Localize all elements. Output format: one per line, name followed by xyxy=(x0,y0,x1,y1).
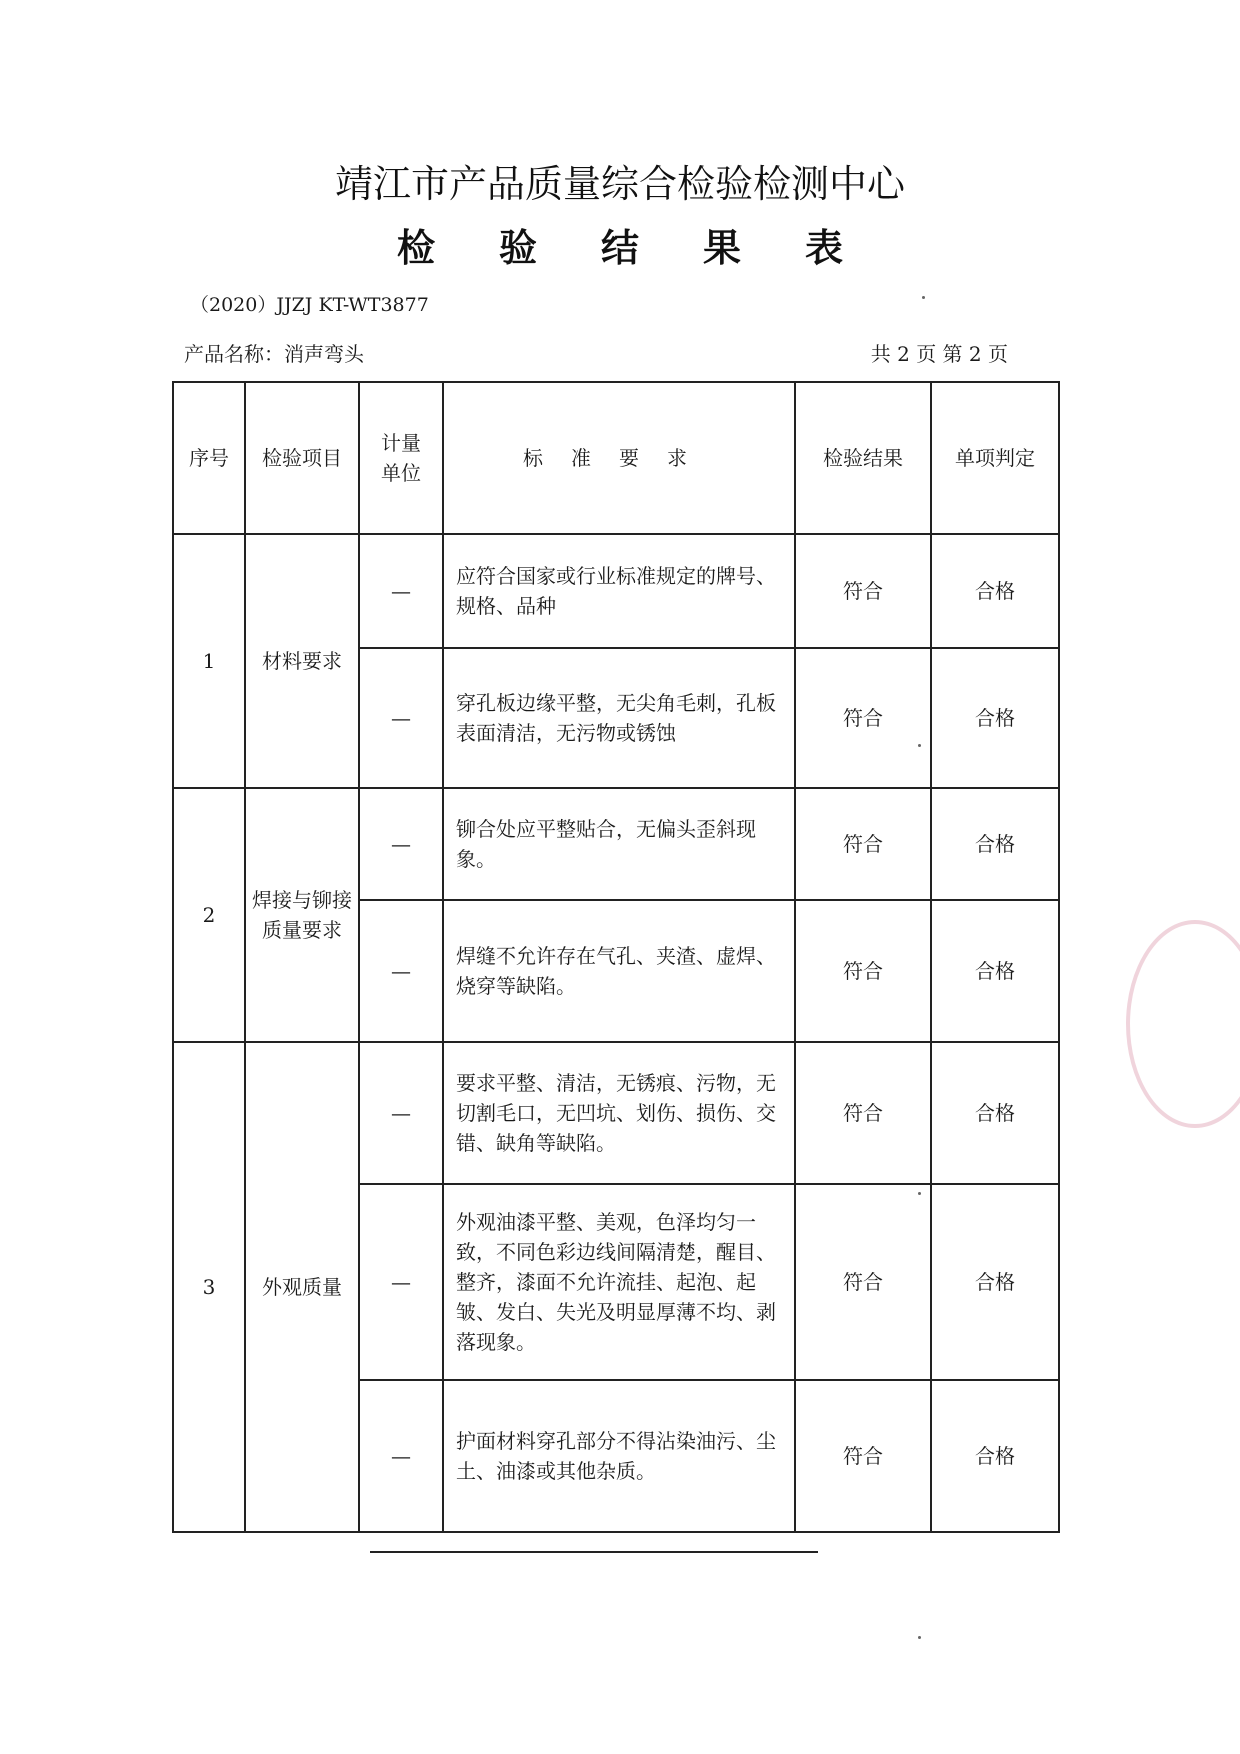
item-cell: 焊接与铆接质量要求 xyxy=(245,788,359,1042)
requirement-cell: 要求平整、清洁，无锈痕、污物，无切割毛口，无凹坑、划伤、损伤、交错、缺角等缺陷。 xyxy=(443,1042,795,1184)
judgment-cell: 合格 xyxy=(931,1380,1059,1532)
requirement-cell: 外观油漆平整、美观，色泽均匀一致，不同色彩边线间隔清楚，醒目、整齐，漆面不允许流挂、起泡、起皱、发白、失光及明显厚薄不均、剥落现象。 xyxy=(443,1184,795,1380)
requirement-cell: 护面材料穿孔部分不得沾染油污、尘土、油漆或其他杂质。 xyxy=(443,1380,795,1532)
judgment-cell: 合格 xyxy=(931,648,1059,788)
result-cell: 符合 xyxy=(795,534,931,648)
unit-cell: — xyxy=(359,1184,443,1380)
scan-speck xyxy=(918,744,921,747)
report-number: （2020）JJZJ KT-WT3877 xyxy=(190,294,429,316)
institution-title: 靖江市产品质量综合检验检测中心 xyxy=(334,162,905,206)
document-title: 检验结果表 xyxy=(396,226,907,270)
judgment-cell: 合格 xyxy=(931,1042,1059,1184)
red-seal-stamp-icon xyxy=(1126,920,1240,1128)
header-requirement xyxy=(443,382,795,534)
header-judgment: 单项判定 xyxy=(931,382,1059,534)
header-unit-line2: 单位 xyxy=(381,461,421,485)
unit-cell: — xyxy=(359,900,443,1042)
product-name-value: 消声弯头 xyxy=(284,342,364,366)
end-of-table-rule xyxy=(370,1551,818,1553)
item-cell: 外观质量 xyxy=(245,1042,359,1532)
requirement-cell: 铆合处应平整贴合，无偏头歪斜现象。 xyxy=(443,788,795,900)
result-cell: 符合 xyxy=(795,788,931,900)
result-cell: 符合 xyxy=(795,648,931,788)
item-cell: 材料要求 xyxy=(245,534,359,788)
result-cell: 符合 xyxy=(795,1184,931,1380)
result-cell: 符合 xyxy=(795,1380,931,1532)
page-info: 共 2 页 第 2 页 xyxy=(870,342,1008,366)
judgment-cell: 合格 xyxy=(931,534,1059,648)
requirement-cell: 穿孔板边缘平整，无尖角毛刺，孔板表面清洁，无污物或锈蚀 xyxy=(443,648,795,788)
seq-cell: 2 xyxy=(173,788,245,1042)
header-seq: 序号 xyxy=(173,382,245,534)
table-row xyxy=(173,788,1059,900)
scan-speck xyxy=(918,1192,921,1195)
table-row xyxy=(173,534,1059,648)
result-cell: 符合 xyxy=(795,1042,931,1184)
header-item: 检验项目 xyxy=(245,382,359,534)
judgment-cell: 合格 xyxy=(931,1184,1059,1380)
unit-cell: — xyxy=(359,788,443,900)
judgment-cell: 合格 xyxy=(931,900,1059,1042)
header-requirement-label: 标准要求 xyxy=(523,446,715,470)
unit-cell: — xyxy=(359,648,443,788)
unit-cell: — xyxy=(359,1380,443,1532)
header-unit xyxy=(359,382,443,534)
product-name-line xyxy=(184,340,364,368)
scan-speck xyxy=(922,296,925,299)
result-cell: 符合 xyxy=(795,900,931,1042)
unit-cell: — xyxy=(359,1042,443,1184)
table-row xyxy=(173,1042,1059,1184)
header-unit-line1: 计量 xyxy=(381,431,421,455)
requirement-cell: 焊缝不允许存在气孔、夹渣、虚焊、烧穿等缺陷。 xyxy=(443,900,795,1042)
seq-cell: 3 xyxy=(173,1042,245,1532)
requirement-cell: 应符合国家或行业标准规定的牌号、规格、品种 xyxy=(443,534,795,648)
header-result: 检验结果 xyxy=(795,382,931,534)
inspection-results-table xyxy=(172,381,1060,1533)
seq-cell: 1 xyxy=(173,534,245,788)
product-name-label: 产品名称： xyxy=(184,342,284,366)
unit-cell: — xyxy=(359,534,443,648)
judgment-cell: 合格 xyxy=(931,788,1059,900)
scan-speck xyxy=(918,1636,921,1639)
table-header-row xyxy=(173,382,1059,534)
